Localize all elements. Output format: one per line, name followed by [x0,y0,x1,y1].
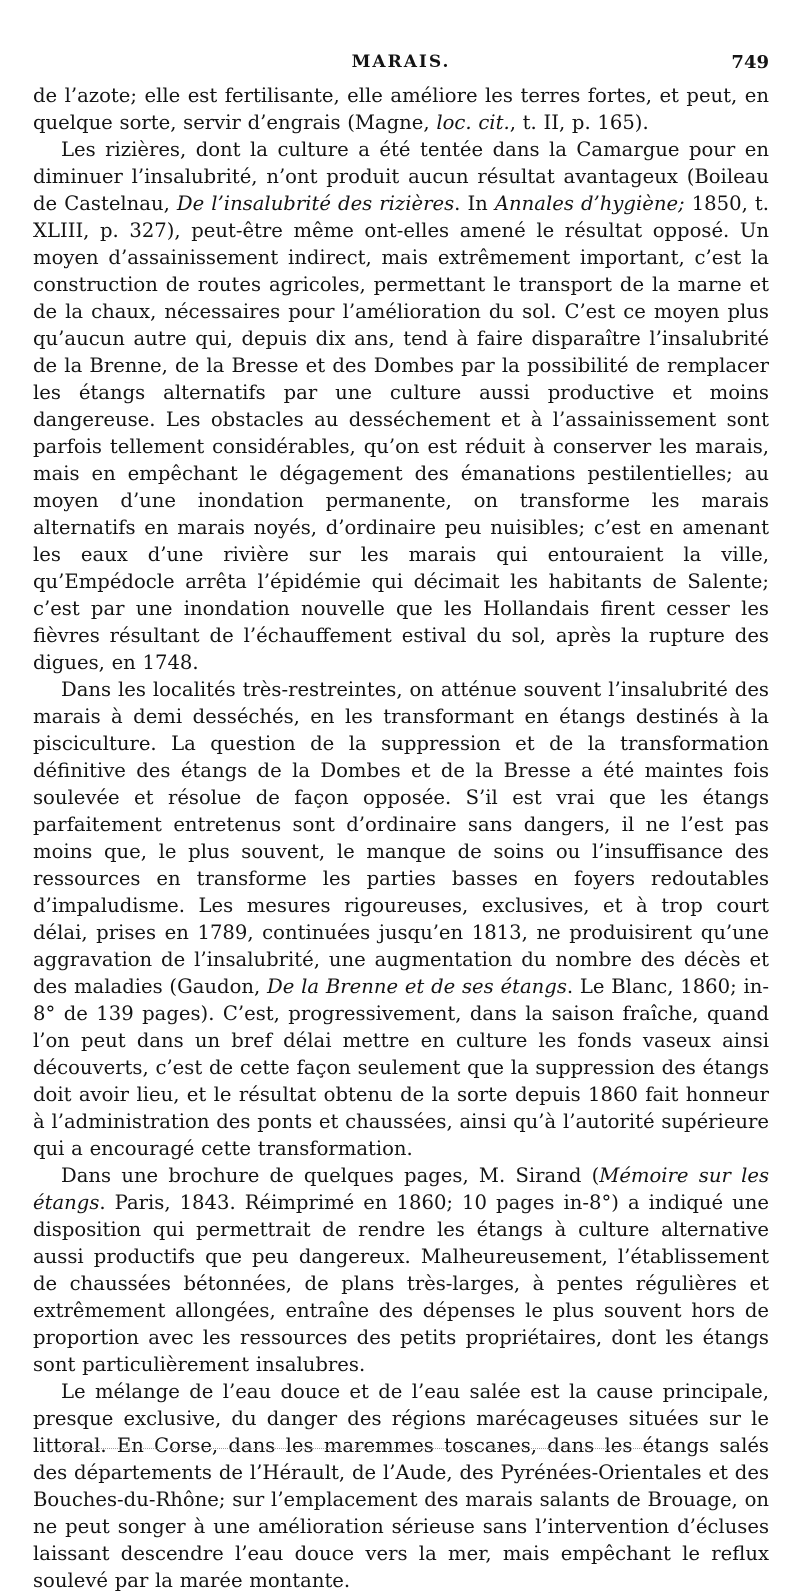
text-run: , t. II, p. 165). [509,111,649,134]
footer-rule [60,1448,660,1449]
body-text [33,82,769,1594]
page-number: 749 [731,52,769,73]
text-run: 1850, t. XLIII, p. 327), peut-être même ont-elles amené le résultat opposé. Un moyen d’assainissement indirect, mais extrêmement important, c’est la construction de routes agricoles, permettant le transport de la marne et de la chaux, nécessaires pour l’amélioration du sol. C’est ce moyen plus qu’aucun autre qui, depuis dix ans, tend à faire disparaître l’insalubrité de la Brenne, de la Bresse et des Dombes par la possibilité de remplacer les étangs alternatifs par une culture aussi productive et moins dangereuse. Les obstacles au desséchement et à l’assainissement sont parfois tellement considérables, qu’on est réduit à conserver les marais, mais en empêchant le dégagement des émanations pestilentielles; au moyen d’une inondation permanente, on transforme les marais alternatifs en marais noyés, d’ordinaire peu nuisibles; c’est en amenant les eaux d’une rivière sur les marais qui entouraient la ville, qu’Empédocle arrêta l’épidémie qui décimait les habitants de Salente; c’est par une inondation nouvelle que les Hollandais firent cesser les fièvres résultant de l’échauffement estival du sol, après la rupture des digues, en 1748. [33,192,769,674]
paragraph [33,1378,769,1594]
text-run: . Le Blanc, 1860; in-8° de 139 pages). C’est, progressivement, dans la saison fraîche, quand l’on peut dans un bref délai mettre en culture les fonds vaseux ainsi découverts, c’est de cette façon seulement que la suppression des étangs doit avoir lieu, et le résultat obtenu de la sorte depuis 1860 fait honneur à l’administration des ponts et chaussées, ainsi qu’à l’autorité supérieure qui a encouragé cette transformation. [33,975,769,1160]
text-run: Les rizières, dont la culture a été tentée dans la Camargue pour en diminuer l’insalubrité, n’ont produit aucun résultat avantageux (Boileau de Castelnau, [33,138,769,215]
paragraph [33,136,769,676]
running-title: MARAIS. [351,52,451,72]
italic-citation: loc. cit. [436,111,510,134]
text-run: Le mélange de l’eau douce et de l’eau salée est la cause principale, presque exclusive, du danger des régions marécageuses situées sur le littoral. En Corse, dans les maremmes toscanes, dans les étangs salés des départements de l’Hérault, de l’Aude, des Pyrénées-Orientales et des Bouches-du-Rhône; sur l’emplacement des marais salants de Brouage, on ne peut songer à une amélioration sérieuse sans l’intervention d’écluses laissant descendre l’eau douce vers la mer, mais empêchant le reflux soulevé par la marée montante. [33,1380,769,1592]
italic-citation: Mémoire sur les étangs [33,1164,769,1214]
paragraph [33,676,769,1162]
running-head [33,52,769,82]
paragraph [33,1162,769,1378]
text-run: Dans les localités très-restreintes, on atténue souvent l’insalubrité des marais à demi desséchés, en les transformant en étangs destinés à la pisciculture. La question de la suppression et de la transformation définitive des étangs de la Dombes et de la Bresse a été maintes fois soulevée et résolue de façon opposée. S’il est vrai que les étangs parfaitement entretenus sont d’ordinaire sans dangers, il ne l’est pas moins que, le plus souvent, le manque de soins ou l’insuffisance des ressources en transforme les parties basses en foyers redoutables d’impaludisme. Les mesures rigoureuses, exclusives, et à trop court délai, prises en 1789, continuées jusqu’en 1813, ne produisirent qu’une aggravation de l’insalubrité, une augmentation du nombre des décès et des maladies (Gaudon, [33,678,769,998]
italic-citation: Annales d’hygiène; [494,192,685,215]
italic-citation: De l’insalubrité des rizières [176,192,455,215]
page [33,52,769,1594]
text-run: Dans une brochure de quelques pages, M. Sirand ( [61,1164,600,1187]
text-run: . In [454,192,495,215]
text-run: . Paris, 1843. Réimprimé en 1860; 10 pages in-8°) a indiqué une disposition qui permettrait de rendre les étangs à culture alternative aussi productifs que peu dangereux. Malheureusement, l’établissement de chaussées bétonnées, de plans très-larges, à pentes régulières et extrêmement allongées, entraîne des dépenses le plus souvent hors de proportion avec les ressources des petits propriétaires, dont les étangs sont particulièrement insalubres. [33,1191,769,1376]
text-run: de l’azote; elle est fertilisante, elle améliore les terres fortes, et peut, en quelque sorte, servir d’engrais (Magne, [33,84,769,134]
italic-citation: De la Brenne et de ses étangs [267,975,567,998]
paragraph [33,82,769,136]
